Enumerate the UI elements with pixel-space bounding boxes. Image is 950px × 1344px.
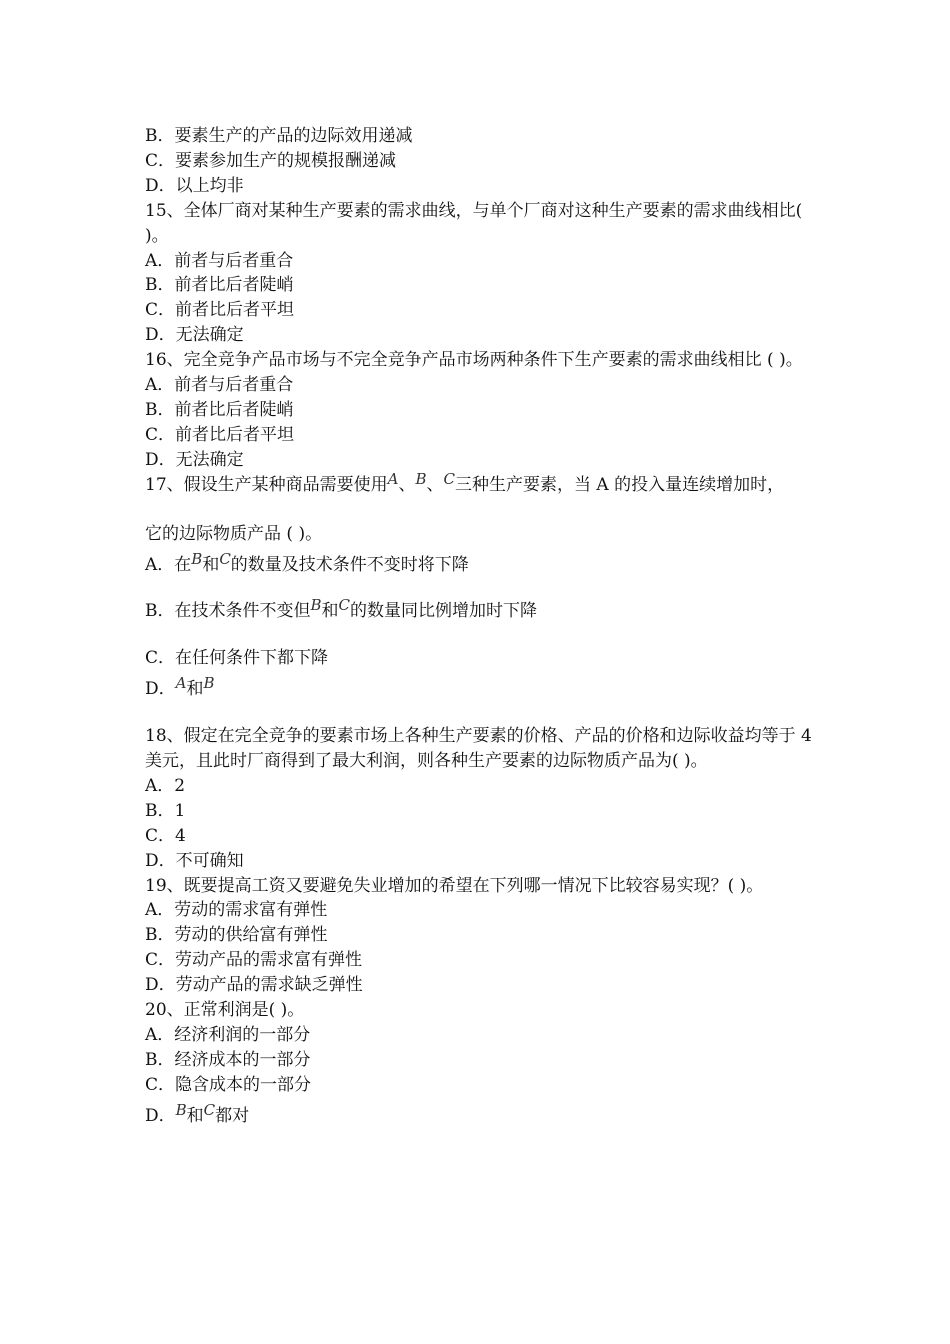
question-17-text-end: 三种生产要素，当 A 的投入量连续增加时， <box>455 474 785 495</box>
option-label: D． <box>145 1105 176 1126</box>
option-18b: B．1 <box>145 800 186 821</box>
option-16b: B．前者比后者陡峭 <box>145 399 294 420</box>
variable-c: C <box>203 1100 216 1119</box>
option-19b: B．劳动的供给富有弹性 <box>145 925 328 946</box>
variable-b: B <box>203 674 215 693</box>
option-text: 的数量同比例增加时下降 <box>350 601 538 622</box>
variable-b: B <box>415 469 427 488</box>
variable-a: A <box>387 469 399 488</box>
option-19a: A．劳动的需求富有弹性 <box>145 900 328 921</box>
option-label: A．在 <box>145 554 192 575</box>
variable-b: B <box>175 1100 187 1119</box>
option-15a: A．前者与后者重合 <box>145 250 294 271</box>
conjunction: 和 <box>186 1105 204 1126</box>
option-text: 的数量及技术条件不变时将下降 <box>230 554 469 575</box>
question-19: 19、既要提高工资又要避免失业增加的希望在下列哪一情况下比较容易实现？( )。 <box>145 875 764 896</box>
variable-c: C <box>443 469 455 488</box>
question-17 <box>145 469 815 498</box>
option-14c: C．要素参加生产的规模报酬递减 <box>145 150 397 171</box>
question-16: 16、完全竞争产品市场与不完全竞争产品市场两种条件下生产要素的需求曲线相比 ( )。 <box>145 350 803 371</box>
question-15: 15、全体厂商对某种生产要素的需求曲线，与单个厂商对这种生产要素的需求曲线相比( )。 <box>145 200 803 246</box>
option-20c: C．隐含成本的一部分 <box>145 1074 312 1095</box>
option-20a: A．经济利润的一部分 <box>145 1025 311 1045</box>
option-19c: C．劳动产品的需求富有弹性 <box>145 950 363 971</box>
option-17b <box>145 596 815 624</box>
option-20b: B．经济成本的一部分 <box>145 1049 311 1070</box>
option-16d: D．无法确定 <box>145 449 244 470</box>
question-20: 20、正常利润是( )。 <box>145 1000 305 1021</box>
option-label: D． <box>145 679 176 700</box>
variable-b: B <box>310 596 322 615</box>
option-18a: A．2 <box>145 775 186 796</box>
separator: 、 <box>426 474 444 495</box>
option-16a: A．前者与后者重合 <box>145 375 294 396</box>
question-18: 18、假定在完全竞争的要素市场上各种生产要素的价格、产品的价格和边际收益均等于 4 美元，且此时厂商得到了最大利润，则各种生产要素的边际物质产品为( )。 <box>145 726 812 772</box>
option-14b: B．要素生产的产品的边际效用递减 <box>145 126 413 146</box>
option-14d: D．以上均非 <box>145 175 244 196</box>
option-20d <box>145 1098 815 1129</box>
option-label: B．在技术条件不变但 <box>145 601 311 622</box>
variable-a: A <box>175 674 187 693</box>
conjunction: 和 <box>186 679 204 700</box>
option-19d: D．劳动产品的需求缺乏弹性 <box>145 975 363 996</box>
question-17-text-start: 17、假设生产某种商品需要使用 <box>145 474 388 495</box>
document-page <box>145 124 815 1129</box>
option-18d: D．不可确知 <box>145 850 244 871</box>
variable-b: B <box>191 549 203 568</box>
option-15b: B．前者比后者陡峭 <box>145 275 294 296</box>
conjunction: 和 <box>202 554 220 575</box>
variable-c: C <box>219 549 231 568</box>
option-17d <box>145 671 815 702</box>
variable-c: C <box>338 596 351 615</box>
option-16c: C．前者比后者平坦 <box>145 424 295 445</box>
option-text: 都对 <box>215 1105 250 1126</box>
separator: 、 <box>398 474 416 495</box>
option-17c: C．在任何条件下都下降 <box>145 648 329 669</box>
option-18c: C．4 <box>145 825 186 846</box>
option-15c: C．前者比后者平坦 <box>145 300 295 321</box>
option-15d: D．无法确定 <box>145 325 244 346</box>
option-17a <box>145 547 815 578</box>
conjunction: 和 <box>321 601 339 622</box>
question-17-line2: 它的边际物质产品 ( )。 <box>145 523 323 544</box>
